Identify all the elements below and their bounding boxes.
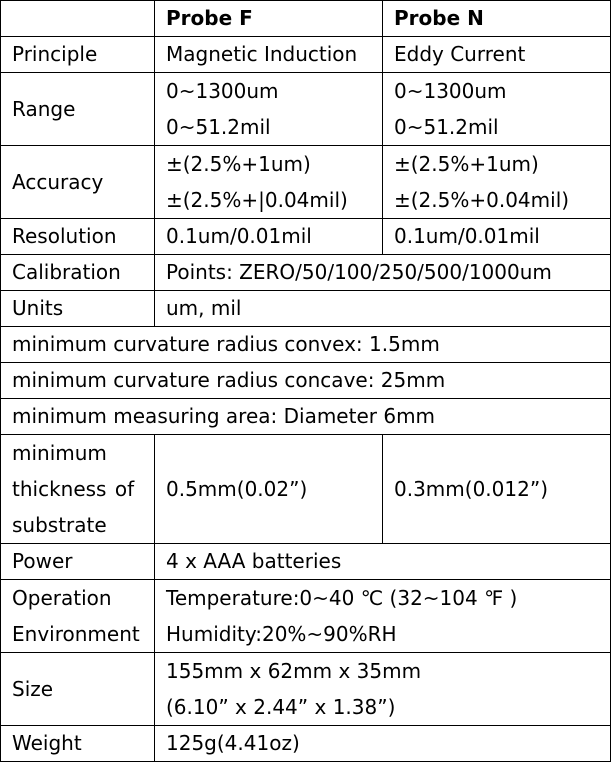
size-label: Size — [1, 653, 155, 726]
accuracy-probe-f-um: ±(2.5%+1um) — [166, 152, 311, 176]
accuracy-probe-f — [155, 146, 383, 219]
range-probe-f — [155, 73, 383, 146]
substrate-label-line-1: minimum — [12, 441, 107, 465]
convex-row — [1, 327, 611, 363]
substrate-row — [1, 435, 611, 544]
substrate-label — [1, 435, 155, 544]
resolution-label: Resolution — [1, 219, 155, 255]
concave-radius-text: minimum curvature radius concave: 25mm — [1, 363, 611, 399]
measuring-area-text: minimum measuring area: Diameter 6mm — [1, 399, 611, 435]
resolution-probe-n: 0.1um/0.01mil — [383, 219, 611, 255]
header-probe-n: Probe N — [383, 1, 611, 37]
substrate-probe-f: 0.5mm(0.02”) — [155, 435, 383, 544]
size-metric: 155mm x 62mm x 35mm — [166, 659, 422, 683]
humidity-text: Humidity:20%~90%RH — [166, 622, 397, 646]
power-label: Power — [1, 544, 155, 580]
operation-label-line-1: Operation — [12, 586, 112, 610]
calibration-value: Points: ZERO/50/100/250/500/1000um — [155, 255, 611, 291]
principle-label: Principle — [1, 37, 155, 73]
substrate-label-line-2: thickness of — [12, 477, 135, 501]
range-row — [1, 73, 611, 146]
calibration-row — [1, 255, 611, 291]
principle-row — [1, 37, 611, 73]
weight-row — [1, 726, 611, 762]
size-imperial: (6.10” x 2.44” x 1.38”) — [166, 695, 396, 719]
units-label: Units — [1, 291, 155, 327]
substrate-probe-n: 0.3mm(0.012”) — [383, 435, 611, 544]
substrate-label-line-3: substrate — [12, 513, 107, 537]
convex-radius-text: minimum curvature radius convex: 1.5mm — [1, 327, 611, 363]
accuracy-probe-n-um: ±(2.5%+1um) — [394, 152, 539, 176]
operation-value — [155, 580, 611, 653]
measuring-area-row — [1, 399, 611, 435]
principle-probe-n: Eddy Current — [383, 37, 611, 73]
accuracy-probe-f-mil: ±(2.5%+|0.04mil) — [166, 188, 348, 212]
weight-value: 125g(4.41oz) — [155, 726, 611, 762]
resolution-row — [1, 219, 611, 255]
range-probe-f-mil: 0~51.2mil — [166, 115, 271, 139]
header-blank-cell — [1, 1, 155, 37]
temperature-text: Temperature:0~40 ℃ (32~104 ℉ ) — [166, 586, 518, 610]
range-probe-f-um: 0~1300um — [166, 79, 279, 103]
power-row — [1, 544, 611, 580]
accuracy-row — [1, 146, 611, 219]
calibration-label: Calibration — [1, 255, 155, 291]
operation-label — [1, 580, 155, 653]
resolution-probe-f: 0.1um/0.01mil — [155, 219, 383, 255]
concave-row — [1, 363, 611, 399]
range-probe-n-mil: 0~51.2mil — [394, 115, 499, 139]
accuracy-probe-n — [383, 146, 611, 219]
size-row — [1, 653, 611, 726]
operation-row — [1, 580, 611, 653]
header-row — [1, 1, 611, 37]
range-label: Range — [1, 73, 155, 146]
header-probe-f: Probe F — [155, 1, 383, 37]
size-value — [155, 653, 611, 726]
units-value: um, mil — [155, 291, 611, 327]
power-value: 4 x AAA batteries — [155, 544, 611, 580]
range-probe-n — [383, 73, 611, 146]
operation-label-line-2: Environment — [12, 622, 140, 646]
principle-probe-f: Magnetic Induction — [155, 37, 383, 73]
range-probe-n-um: 0~1300um — [394, 79, 507, 103]
units-row — [1, 291, 611, 327]
accuracy-label: Accuracy — [1, 146, 155, 219]
accuracy-probe-n-mil: ±(2.5%+0.04mil) — [394, 188, 570, 212]
weight-label: Weight — [1, 726, 155, 762]
